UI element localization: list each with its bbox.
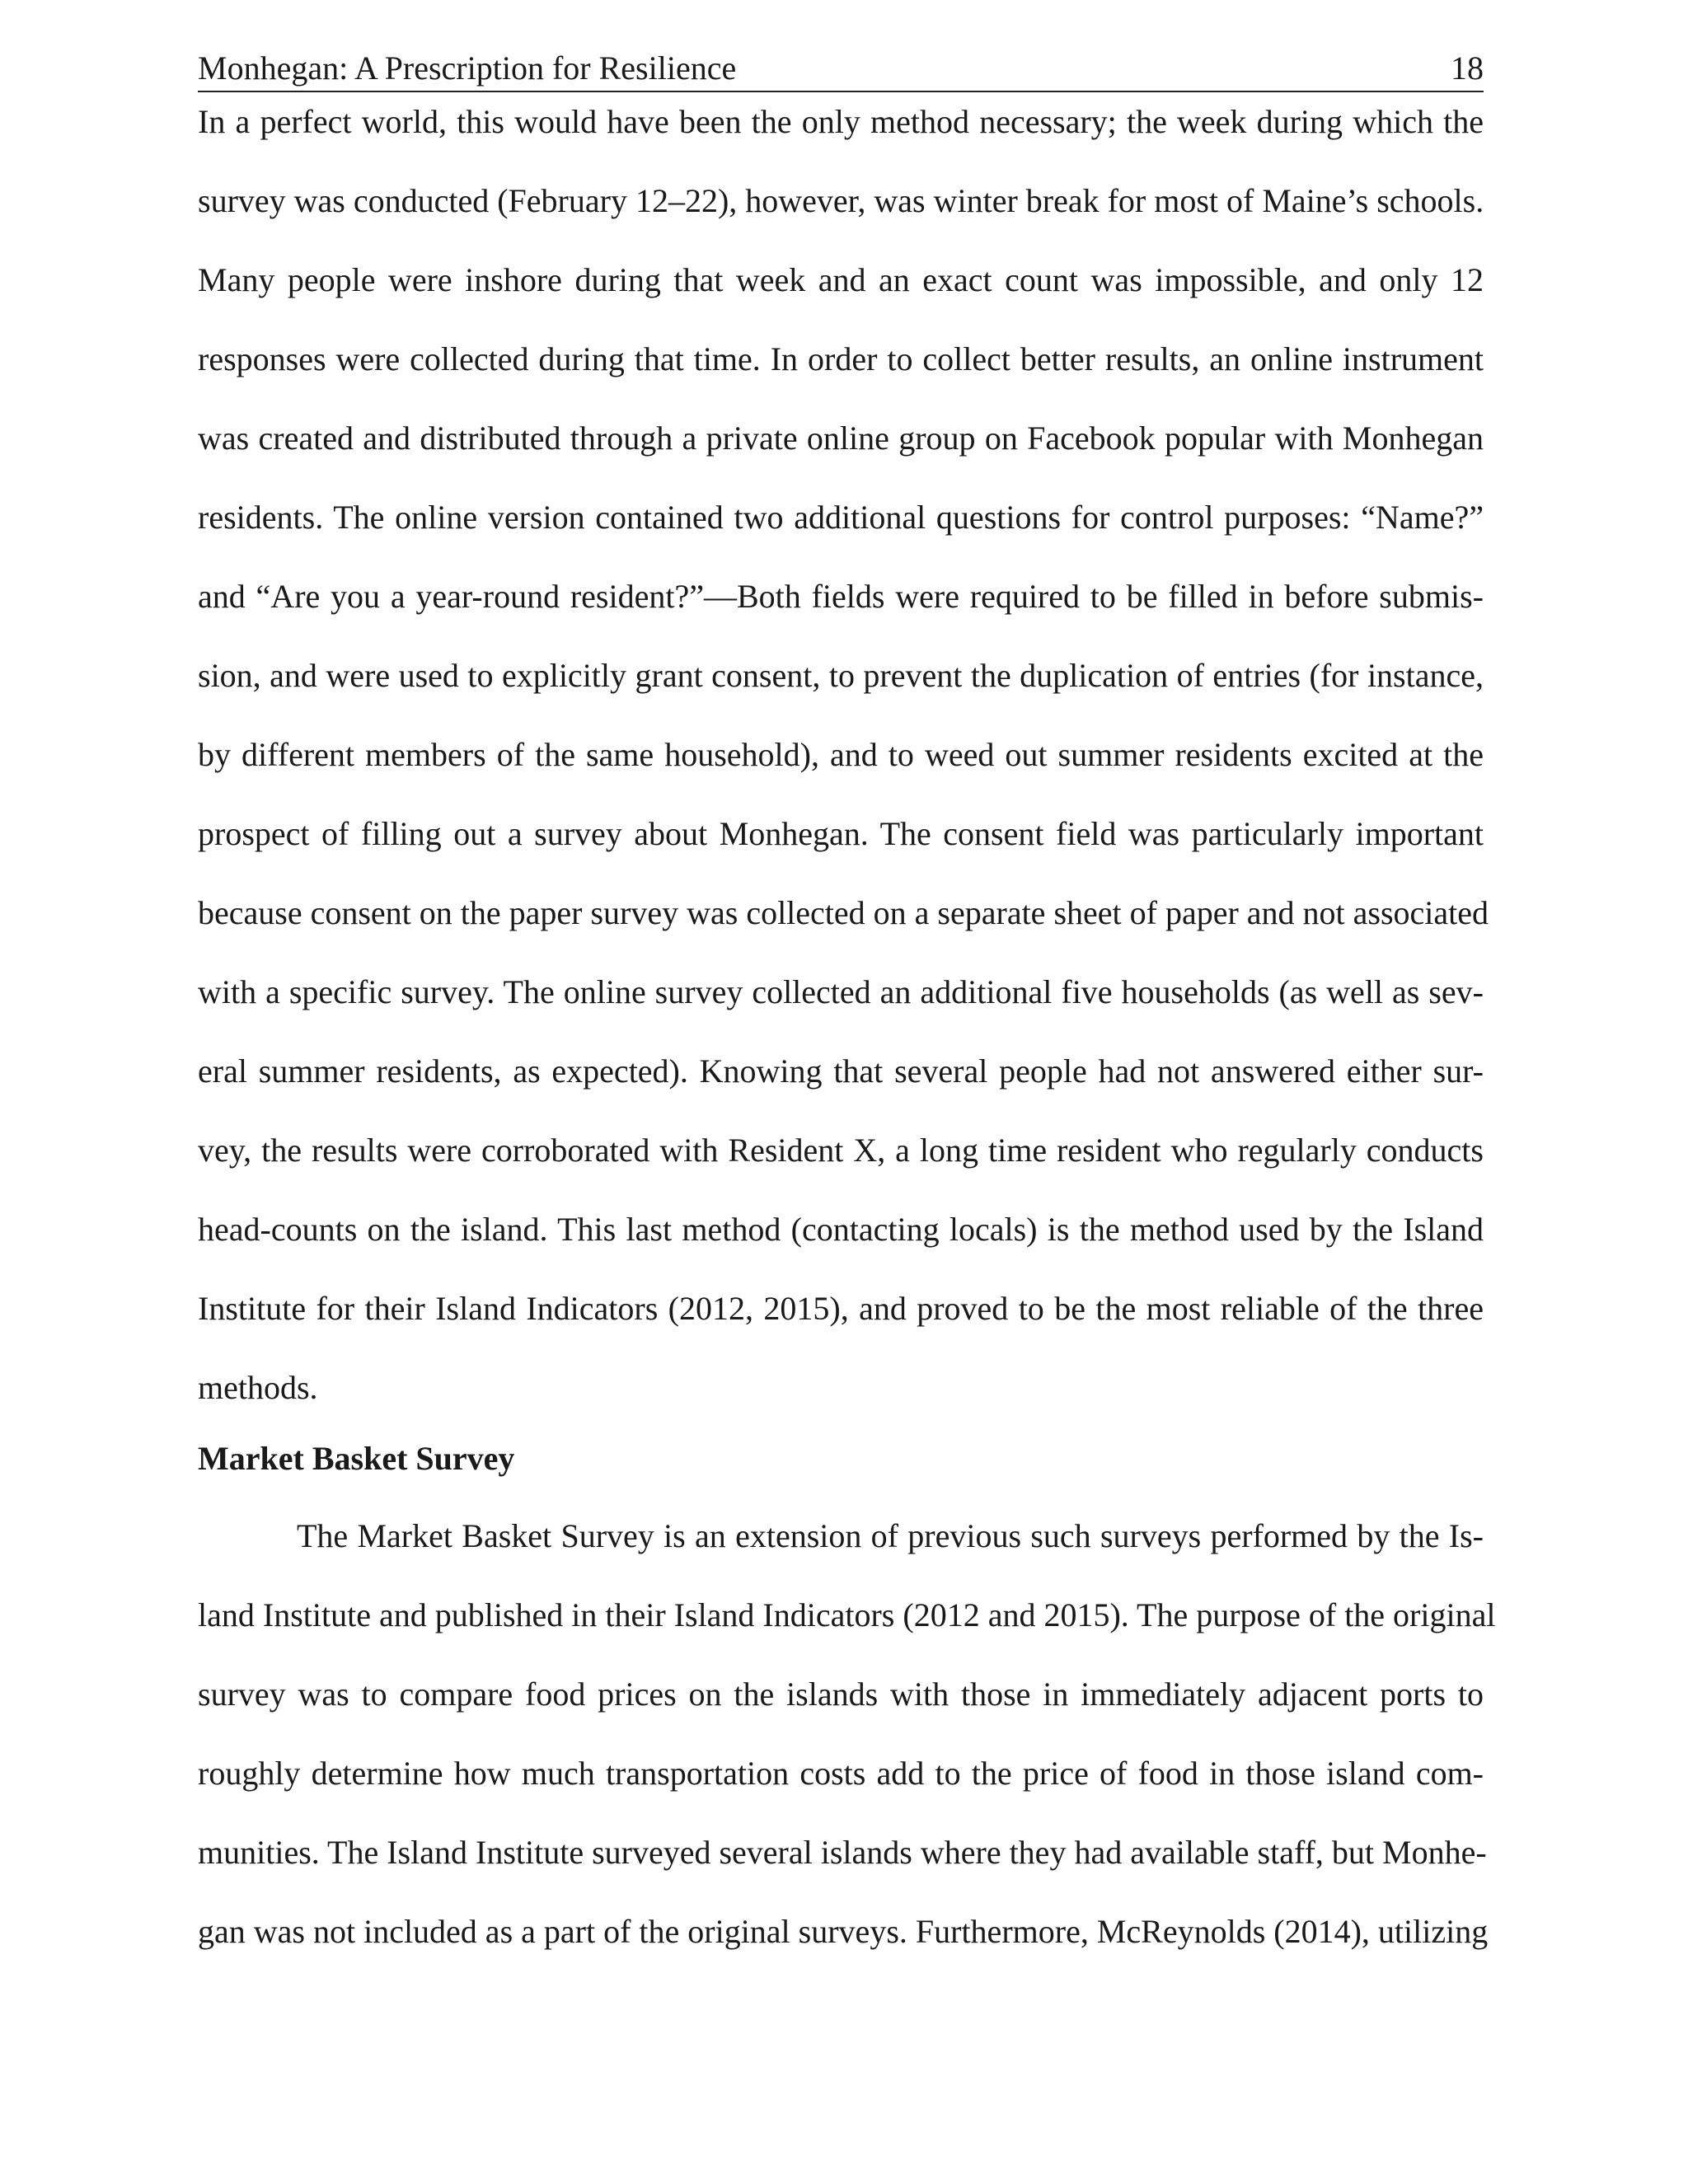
section-heading: Market Basket Survey [198, 1440, 515, 1477]
text-line: eral summer residents, as expected). Knowing that several people had not answered either sur- [198, 1052, 1484, 1090]
text-line: vey, the results were corroborated with Resident X, a long time resident who regularly conducts [198, 1132, 1484, 1169]
text-line: Many people were inshore during that week and an exact count was impossible, and only 12 [198, 261, 1484, 298]
text-line: sion, and were used to explicitly grant consent, to prevent the duplication of entries (for instance, [198, 657, 1484, 694]
body-paragraph-1 [198, 82, 1489, 1427]
text-line: with a specific survey. The online survey collected an additional five households (as well as sev- [198, 973, 1484, 1010]
text-line: because consent on the paper survey was collected on a separate sheet of paper and not associated [198, 894, 1489, 931]
text-line: The Market Basket Survey is an extension of previous such surveys performed by the Is- [297, 1517, 1484, 1554]
text-line: Institute for their Island Indicators (2012, 2015), and proved to be the most reliable of the three [198, 1290, 1484, 1327]
text-line: roughly determine how much transportation costs add to the price of food in those island com- [198, 1755, 1484, 1792]
header-title: Monhegan: A Prescription for Resilience [198, 49, 737, 87]
text-line: land Institute and published in their Island Indicators (2012 and 2015). The purpose of the original [198, 1596, 1496, 1633]
text-line: residents. The online version contained two additional questions for control purposes: “Name?” [198, 499, 1484, 536]
text-line: In a perfect world, this would have been the only method necessary; the week during which the [198, 103, 1484, 140]
text-line: was created and distributed through a private online group on Facebook popular with Monhegan [198, 419, 1484, 457]
text-line: head-counts on the island. This last method (contacting locals) is the method used by the Island [198, 1211, 1484, 1248]
text-line: responses were collected during that time. In order to collect better results, an online instrument [198, 340, 1484, 377]
text-line: gan was not included as a part of the original surveys. Furthermore, McReynolds (2014), utilizing [198, 1913, 1489, 1950]
text-line: methods. [198, 1369, 318, 1406]
text-line: munities. The Island Institute surveyed several islands where they had available staff, but Monhe- [198, 1834, 1487, 1871]
text-line: prospect of filling out a survey about Monhegan. The consent field was particularly important [198, 815, 1484, 852]
text-line: by different members of the same household), and to weed out summer residents excited at the [198, 736, 1484, 773]
page-number: 18 [1451, 49, 1484, 87]
text-line: and “Are you a year-round resident?”—Both fields were required to be filled in before submis- [198, 578, 1484, 615]
document-page [198, 48, 1496, 1971]
text-line: survey was conducted (February 12–22), however, was winter break for most of Maine’s schools. [198, 182, 1484, 219]
body-paragraph-2 [198, 1497, 1496, 1971]
text-line: survey was to compare food prices on the islands with those in immediately adjacent ports to [198, 1675, 1484, 1713]
